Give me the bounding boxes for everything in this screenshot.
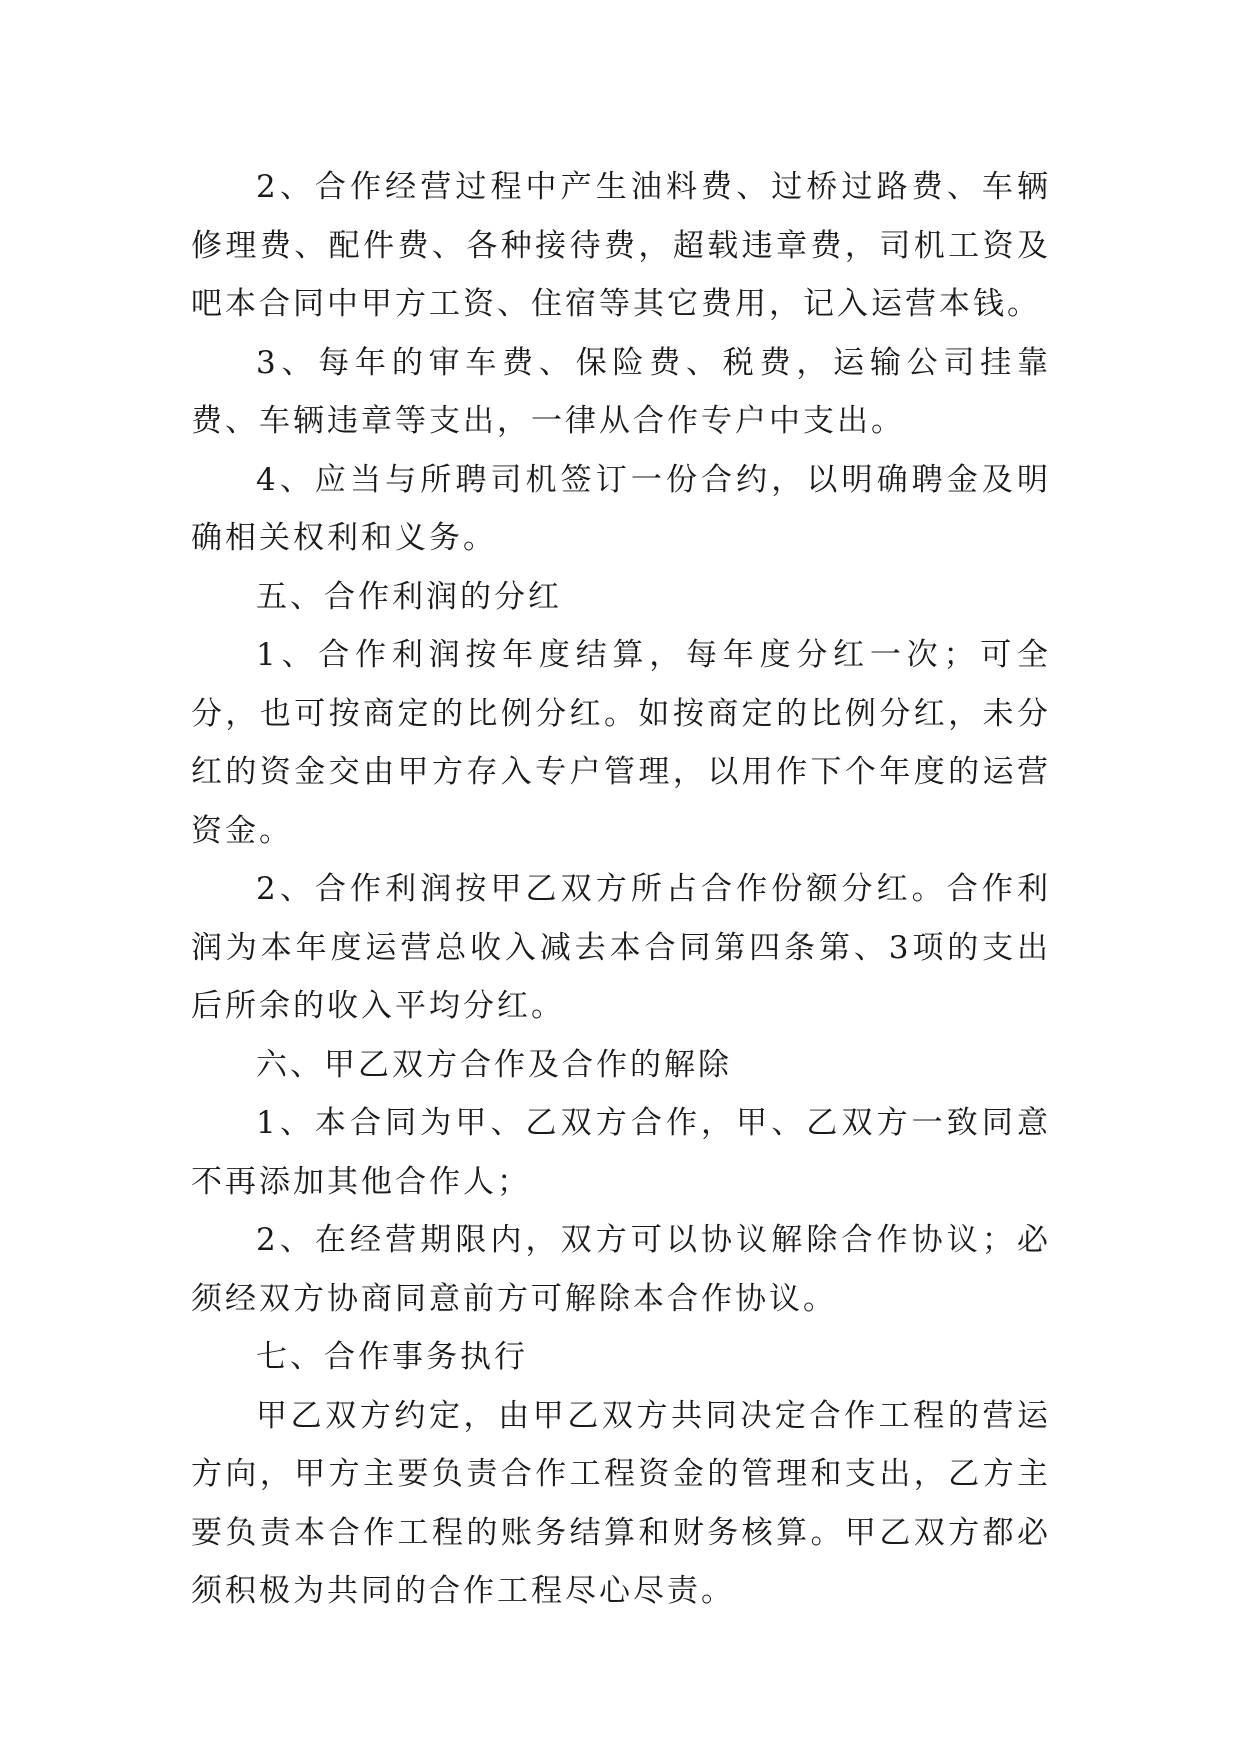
- clause-4-3-paragraph: 3、每年的审车费、保险费、税费，运输公司挂靠费、车辆违章等支出，一律从合作专户中支出。: [191, 344, 1051, 439]
- clause-4-4-paragraph: 4、应当与所聘司机签订一份合约，以明确聘金及明确相关权利和义务。: [191, 461, 1051, 556]
- clause-4-2-paragraph: 2、合作经营过程中产生油料费、过桥过路费、车辆修理费、配件费、各种接待费，超载违章费，司机工资及吧本合同中甲方工资、住宿等其它费用，记入运营本钱。: [191, 169, 1051, 322]
- section-5-heading: 五、合作利润的分红: [256, 578, 562, 615]
- clause-6-2-paragraph: 2、在经营期限内，双方可以协议解除合作协议；必须经双方协商同意前方可解除本合作协议。: [191, 1222, 1051, 1317]
- section-6-heading: 六、甲乙双方合作及合作的解除: [256, 1046, 732, 1083]
- clause-5-2-paragraph: 2、合作利润按甲乙双方所占合作份额分红。合作利润为本年度运营总收入减去本合同第四条第、3项的支出后所余的收入平均分红。: [191, 871, 1051, 1024]
- clause-5-1-paragraph: 1、合作利润按年度结算，每年度分红一次；可全分，也可按商定的比例分红。如按商定的比例分红，未分红的资金交由甲方存入专户管理，以用作下个年度的运营资金。: [191, 637, 1051, 849]
- document-body: [191, 158, 1051, 1621]
- clause-6-1-paragraph: 1、本合同为甲、乙双方合作，甲、乙双方一致同意不再添加其他合作人；: [191, 1105, 1051, 1200]
- section-7-heading: 七、合作事务执行: [256, 1339, 528, 1375]
- section-7-body-paragraph: 甲乙双方约定，由甲乙双方共同决定合作工程的营运方向，甲方主要负责合作工程资金的管理和支出，乙方主要负责本合作工程的账务结算和财务核算。甲乙双方都必须积极为共同的合作工程尽心尽责。: [191, 1397, 1051, 1609]
